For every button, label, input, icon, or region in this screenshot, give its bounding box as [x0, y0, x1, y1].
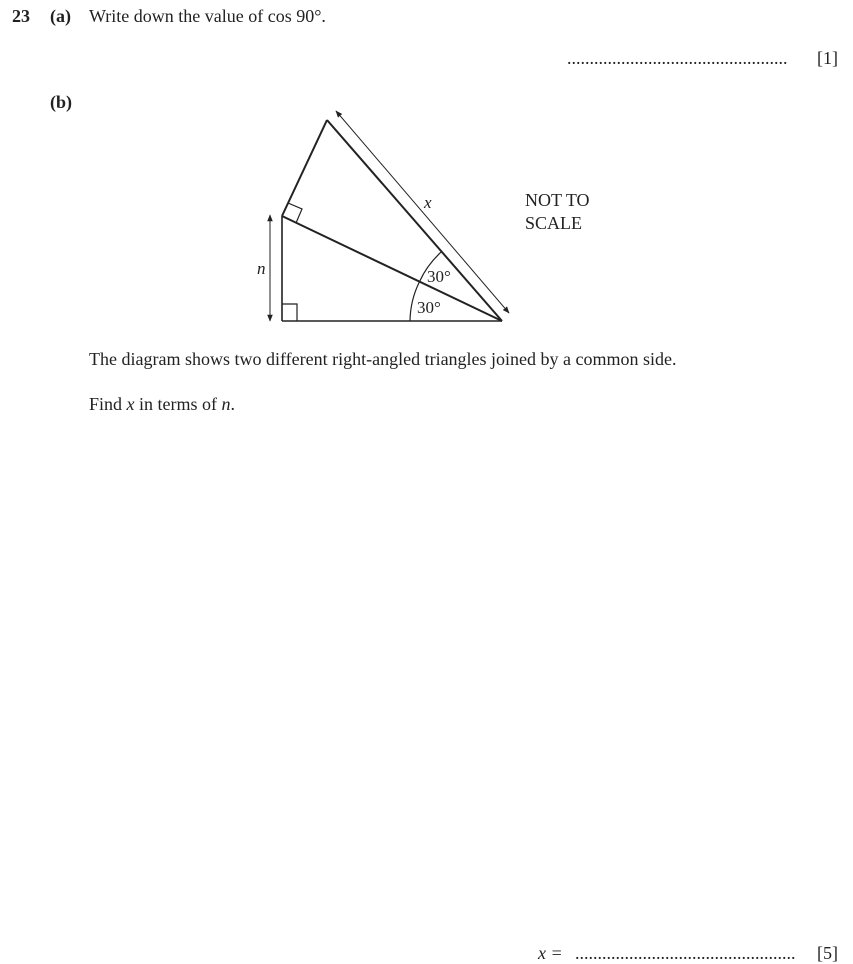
right-angle-marker-lower — [282, 304, 297, 321]
common-side — [282, 216, 502, 321]
side-label-n: n — [257, 259, 266, 278]
instruction-mid: in terms of — [134, 394, 222, 414]
part-b-answer-line[interactable]: ................................................. — [575, 943, 796, 963]
angle-label-upper: 30° — [427, 267, 451, 286]
instruction-prefix: Find — [89, 394, 127, 414]
part-a-answer-line[interactable]: ................................................. — [567, 48, 788, 68]
not-to-scale-line2: SCALE — [525, 213, 583, 233]
upper-triangle-short-side — [282, 120, 327, 216]
part-a-marks: [1] — [817, 48, 838, 68]
angle-label-lower: 30° — [417, 298, 441, 317]
part-b-instruction — [89, 393, 235, 415]
part-b-label: (b) — [50, 92, 72, 112]
part-b-marks: [5] — [817, 943, 838, 963]
part-a-label: (a) — [50, 6, 71, 26]
part-b-answer-label: x = — [538, 943, 563, 963]
part-a-question: Write down the value of cos 90°. — [89, 6, 326, 26]
instruction-var-n: n — [221, 394, 231, 414]
not-to-scale-line1: NOT TO — [525, 190, 590, 210]
instruction-var-x: x — [126, 394, 135, 414]
upper-triangle-hypotenuse — [327, 120, 502, 321]
triangles-diagram — [0, 0, 853, 340]
side-label-x: x — [424, 193, 432, 212]
diagram-description: The diagram shows two different right-angled triangles joined by a common side. — [89, 349, 677, 369]
question-number: 23 — [12, 6, 30, 26]
instruction-end: . — [230, 394, 236, 414]
